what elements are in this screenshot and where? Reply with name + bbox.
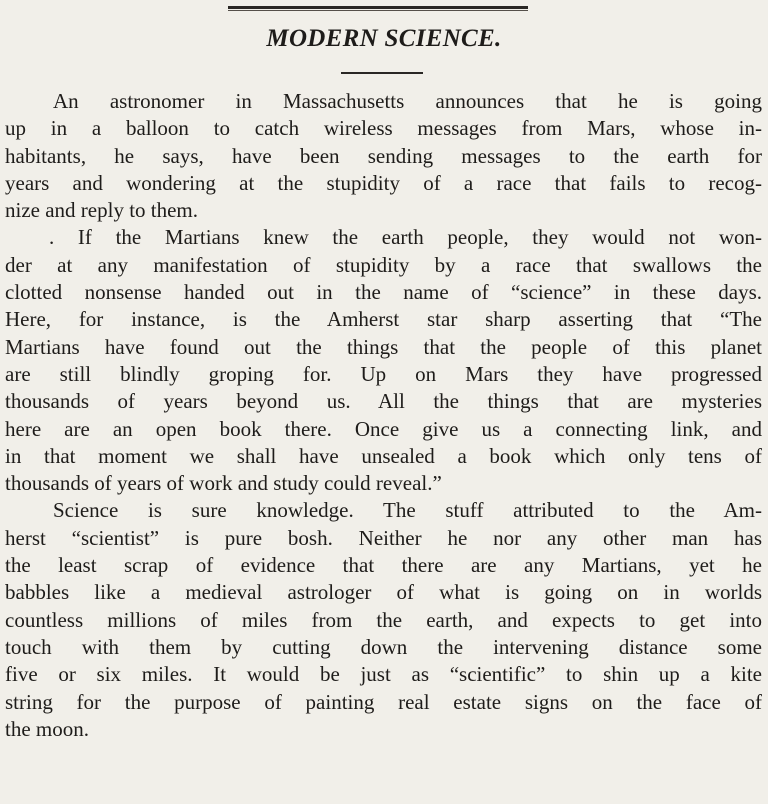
paragraph-2-line: thousands of years beyond us. All the things that are mysteries: [5, 389, 762, 414]
paragraph-2-line: here are an open book there. Once give us a connecting link, and: [5, 416, 762, 441]
paragraph-2-line: clotted nonsense handed out in the name of “science” in these days.: [5, 280, 762, 305]
paragraph-3-line: Science is sure knowledge. The stuff attributed to the Am-: [53, 498, 762, 523]
paragraph-3-line: the least scrap of evidence that there are any Martians, yet he: [5, 553, 762, 578]
paragraph-3-line: string for the purpose of painting real estate signs on the face of: [5, 689, 762, 714]
paragraph-3-line: the moon.: [5, 716, 89, 741]
paragraph-3-line: touch with them by cutting down the intervening distance some: [5, 634, 762, 659]
paragraph-2-line: der at any manifestation of stupidity by a race that swallows the: [5, 252, 762, 277]
paragraph-1-line: nize and reply to them.: [5, 198, 199, 223]
paragraph-3-line: babbles like a medieval astrologer of what is going on in worlds: [5, 580, 762, 605]
title-rule-divider: [341, 72, 423, 74]
paragraph-3-line: five or six miles. It would be just as “scientific” to shin up a kite: [5, 662, 762, 687]
paragraph-1-line: years and wondering at the stupidity of a race that fails to recog-: [5, 170, 762, 195]
paragraph-1-line: habitants, he says, have been sending messages to the earth for: [5, 143, 762, 168]
paragraph-2-line: in that moment we shall have unsealed a book which only tens of: [5, 443, 762, 468]
paragraph-2-line: Martians have found out the things that the people of this planet: [5, 334, 762, 359]
paragraph-2-line: . If the Martians knew the earth people, they would not won-: [49, 225, 762, 250]
paragraph-3-line: herst “scientist” is pure bosh. Neither he nor any other man has: [5, 525, 762, 550]
paragraph-2-line: are still blindly groping for. Up on Mars they have progressed: [5, 361, 762, 386]
paragraph-1-line: up in a balloon to catch wireless messages from Mars, whose in-: [5, 116, 762, 141]
paragraph-3-line: countless millions of miles from the earth, and expects to get into: [5, 607, 762, 632]
article-body: [5, 88, 762, 743]
paragraph-2-line: thousands of years of work and study could reveal.”: [5, 471, 442, 496]
top-rule-divider: [228, 6, 528, 11]
article-title: MODERN SCIENCE.: [266, 25, 502, 52]
paragraph-2-line: Here, for instance, is the Amherst star sharp asserting that “The: [5, 307, 762, 332]
paragraph-1-line: An astronomer in Massachusetts announces that he is going: [53, 89, 762, 113]
